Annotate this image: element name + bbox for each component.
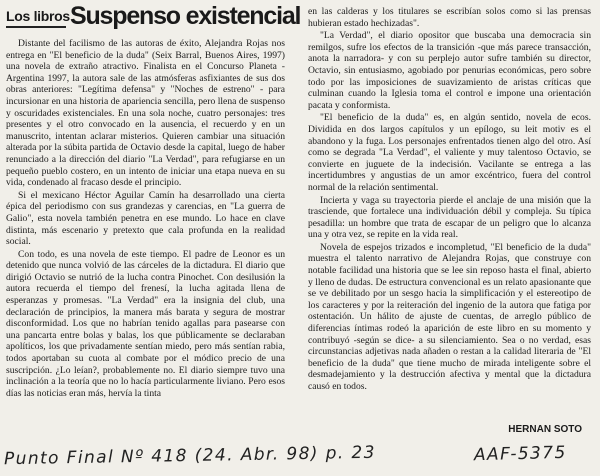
paragraph: "El beneficio de la duda" es, en algún sentido, novela de ecos. Dividida en dos largos capítulos y un epílogo, su leit motiv es el abandono y la fuga. Los personajes enfrentados tienen algo del otro. Así como se degrada "La Verdad", el valiente y muy talentoso Octavio, se convierte en juguete de la indecisión. Vacilante se entrega a las incertidumbres y angustias de un amor excéntrico, fuera del control normal de la relación sentimental. <box>308 112 591 193</box>
paragraph: Novela de espejos trizados e incompletud, "El beneficio de la duda" muestra el talento narrativo de Alejandra Rojas, que construye con notable facilidad una historia que se lee sin reposo hasta el final, abierto y lleno de dudas. De estructura convencional es un relato apasionante que se ve debilitado por un sesgo hacia la simplificación y el estereotipo de los caracteres y por la reiteración del ingenio de la autora que fatiga por ostentación. Un hálito de ajuste de cuentas, de arreglo público de diferencias íntimas rodeó la aparición de este libro en su momento y contribuyó -según se dice- a su silenciamiento. Sea o no verdad, esas circunstancias adjetivas nada añaden o restan a la calidad literaria de "El beneficio de la duda" que tiene mucho de mirada inteligente sobre el desmadejamiento y la destrucción afectiva y mental que la dictadura causó en todos. <box>308 241 591 392</box>
article-title: Suspenso existencial <box>70 2 301 30</box>
handwritten-archive-code: AAF-5375 <box>473 442 567 466</box>
paragraph: Distante del facilismo de las autoras de éxito, Alejandra Rojas nos entrega en "El beneficio de la duda" (Seix Barral, Buenos Aires, 1997) una novela de extraño atractivo. Finalista en el Concurso Planeta -Argentina 1997, la autora sale de las atmósferas asfixiantes de sus dos obras anteriores: "Legítima defensa" y "Noches de estreno" - para incursionar en una historia de apariencia sencilla, pero llena de suspenso y oscuridades existenciales. En una sola noche, cuatro personajes: tres presentes y el otro convocado en la ausencia, el recuerdo y en un manuscrito, intentan aclarar misterios. Quieren cambiar una situación alterada por la súbita partida de Octavio desde la capital, luego de haber renunciado a la dirección del diario "La Verdad", para refugiarse en un pequeño pueblo costero, en un intento de iniciar una etapa nueva en su vida, condenado al fracaso desde el principio. <box>6 38 285 189</box>
article-column-left <box>6 38 285 399</box>
handwritten-note <box>4 440 596 474</box>
section-rule <box>6 26 66 28</box>
handwritten-source: Punto Final Nº 418 (24. Abr. 98) p. 23 <box>3 442 377 470</box>
paragraph: en las calderas y los titulares se escribían solos como si las prensas hubieran estado hechizadas". <box>308 6 591 29</box>
article-header <box>4 2 334 32</box>
author-byline: HERNAN SOTO <box>508 424 582 435</box>
section-label: Los libros <box>6 8 70 24</box>
paragraph: Con todo, es una novela de este tiempo. El padre de Leonor es un detenido que nunca volvió de las cárceles de la dictadura. El diario que dirigió Octavio se nutrió de la lucha contra Pinochet. Con desilusión la autora recuerda el tiempo del frenesí, la lucha agitada llena de esperanzas y promesas. "La Verdad" era la insignia del club, una declaración de principios, la manera más barata y segura de mostrar disconformidad. Los que no habrían tenido agallas para pasearse con una pancarta entre bolas y balas, los que públicamente se declaraban apolíticos, los que privadamente sentían miedo, pero más sentían rabia, todos aportaban su cuota al combate por el módico precio de una suscripción. ¿Lo leían?, probablemente no. El diario siempre tuvo una inclinación a la teoría que no lo hacía particularmente liviano. Pero esos días las noticias eran más, hervía la tinta <box>6 248 285 399</box>
paragraph: Incierta y vaga su trayectoria pierde el anclaje de una misión que la trasciende, que fortalece una individuación débil y compleja. Su típica pesadilla: un hombre que trata de escapar de un peligro que lo alcanza una y otra vez, se repite en la vida real. <box>308 194 591 241</box>
paragraph: Si el mexicano Héctor Aguilar Camín ha desarrollado una cierta épica del periodismo con sus grandezas y carencias, en "La guerra de Galio", esta novela también penetra en ese mundo. Lo hace en clave distinta, más escenario y pretexto que cala profunda en la realidad social. <box>6 189 285 248</box>
article-column-right <box>308 6 591 393</box>
paragraph: "La Verdad", el diario opositor que buscaba una democracia sin remilgos, sufre los efectos de la transición -que más parece transacción, anota la narradora- y con su perplejo autor sufre también su director, Octavio, sin entusiasmo, agobiado por penurias económicas, pero sobre todo por las imposiciones de suavizamiento de aristas críticas que culminan cuando la Iglesia toma el control e impone una orientación pacata y conformista. <box>308 30 591 111</box>
